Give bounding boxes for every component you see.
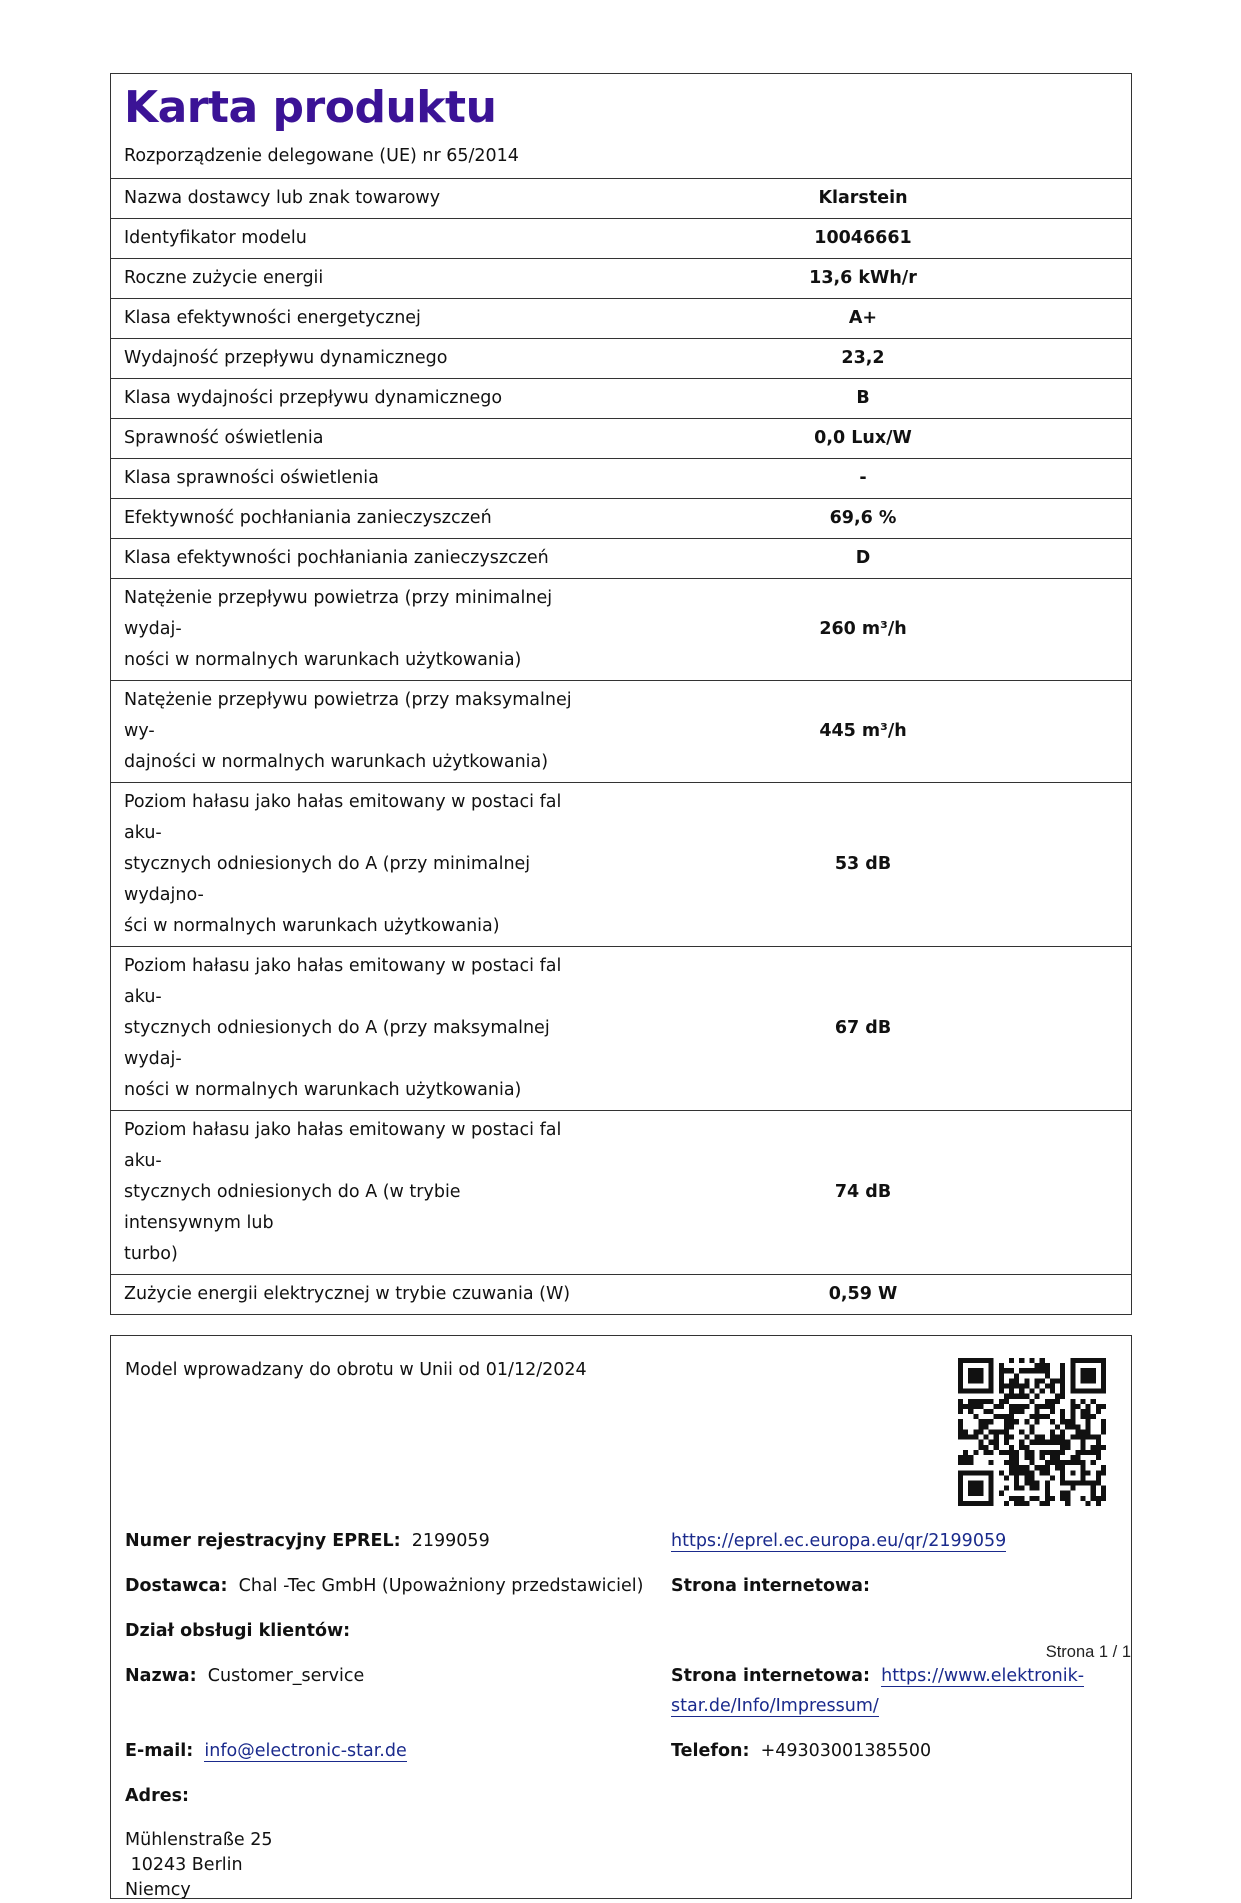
spec-label: Klasa wydajności przepływu dynamicznego xyxy=(111,379,595,419)
phone-value: +49303001385500 xyxy=(760,1741,932,1761)
page-number: Strona 1 / 1 xyxy=(1045,1643,1131,1661)
address-label: Adres: xyxy=(125,1786,189,1806)
market-date: Model wprowadzany do obrotu w Unii od 01/12/2024 xyxy=(125,1360,587,1380)
cs-website-link-2[interactable]: star.de/Info/Impressum/ xyxy=(671,1696,879,1716)
address-city: 10243 Berlin xyxy=(125,1855,243,1875)
spec-label: Natężenie przepływu powietrza (przy maksymalnej wy- dajności w normalnych warunkach użytkowania) xyxy=(111,681,595,783)
spec-label: Identyfikator modelu xyxy=(111,219,595,259)
spec-label: Zużycie energii elektrycznej w trybie czuwania (W) xyxy=(111,1275,595,1315)
spec-value: 13,6 kWh/r xyxy=(595,259,1131,299)
cs-name-label: Nazwa: xyxy=(125,1666,197,1686)
address-block xyxy=(125,1828,273,1903)
email-label: E-mail: xyxy=(125,1741,194,1761)
eprel-label: Numer rejestracyjny EPREL: xyxy=(125,1531,401,1551)
table-row xyxy=(111,179,1131,219)
spec-value: B xyxy=(595,379,1131,419)
spec-value: 445 m³/h xyxy=(595,681,1131,783)
supplier-row xyxy=(125,1574,643,1599)
qr-code[interactable] xyxy=(958,1358,1106,1506)
product-card xyxy=(110,73,1132,1315)
cs-website-label: Strona internetowa: xyxy=(671,1666,870,1686)
spec-label: Poziom hałasu jako hałas emitowany w postaci fal aku- stycznych odniesionych do A (przy maksymalnej wydaj- ności w normalnych warunkach użytkowania) xyxy=(111,947,595,1111)
address-street: Mühlenstraße 25 xyxy=(125,1830,273,1850)
table-row xyxy=(111,1275,1131,1315)
customer-service-label: Dział obsługi klientów: xyxy=(125,1621,351,1641)
table-row xyxy=(111,459,1131,499)
phone-label: Telefon: xyxy=(671,1741,750,1761)
supplier-name: Chal -Tec GmbH (Upoważniony przedstawiciel) xyxy=(238,1576,644,1596)
spec-value: A+ xyxy=(595,299,1131,339)
spec-table xyxy=(111,178,1131,1314)
spec-value: 260 m³/h xyxy=(595,579,1131,681)
spec-label: Roczne zużycie energii xyxy=(111,259,595,299)
cs-name-value: Customer_service xyxy=(207,1666,365,1686)
spec-label: Nazwa dostawcy lub znak towarowy xyxy=(111,179,595,219)
table-row xyxy=(111,947,1131,1111)
table-row xyxy=(111,783,1131,947)
spec-label: Poziom hałasu jako hałas emitowany w postaci fal aku- stycznych odniesionych do A (w trybie intensywnym lub turbo) xyxy=(111,1111,595,1275)
table-row xyxy=(111,379,1131,419)
spec-label: Wydajność przepływu dynamicznego xyxy=(111,339,595,379)
table-row xyxy=(111,339,1131,379)
spec-label: Sprawność oświetlenia xyxy=(111,419,595,459)
spec-value: Klarstein xyxy=(595,179,1131,219)
eprel-number: 2199059 xyxy=(411,1531,490,1551)
spec-label: Klasa sprawności oświetlenia xyxy=(111,459,595,499)
table-row xyxy=(111,499,1131,539)
spec-value: - xyxy=(595,459,1131,499)
supplier-website-label: Strona internetowa: xyxy=(671,1576,870,1596)
table-row xyxy=(111,299,1131,339)
eprel-link[interactable]: https://eprel.ec.europa.eu/qr/2199059 xyxy=(671,1531,1007,1551)
table-row xyxy=(111,219,1131,259)
table-row xyxy=(111,539,1131,579)
table-row xyxy=(111,1111,1131,1275)
page-title: Karta produktu xyxy=(124,82,497,133)
table-row xyxy=(111,681,1131,783)
spec-label: Poziom hałasu jako hałas emitowany w postaci fal aku- stycznych odniesionych do A (przy minimalnej wydajno- ści w normalnych warunkach użytkowania) xyxy=(111,783,595,947)
spec-value: 23,2 xyxy=(595,339,1131,379)
product-sheet xyxy=(110,73,1132,1899)
email-link[interactable]: info@electronic-star.de xyxy=(204,1741,407,1761)
spec-value: D xyxy=(595,539,1131,579)
table-row xyxy=(111,259,1131,299)
spec-value: 69,6 % xyxy=(595,499,1131,539)
cs-name-row xyxy=(125,1664,364,1689)
email-row xyxy=(125,1739,407,1764)
table-row xyxy=(111,579,1131,681)
spec-label: Klasa efektywności energetycznej xyxy=(111,299,595,339)
cs-website-row xyxy=(671,1664,1084,1689)
cs-website-link-1[interactable]: https://www.elektronik- xyxy=(881,1666,1085,1686)
supplier-label: Dostawca: xyxy=(125,1576,228,1596)
regulation-subtitle: Rozporządzenie delegowane (UE) nr 65/2014 xyxy=(124,146,519,166)
spec-value: 10046661 xyxy=(595,219,1131,259)
spec-label: Klasa efektywności pochłaniania zanieczyszczeń xyxy=(111,539,595,579)
spec-value: 0,0 Lux/W xyxy=(595,419,1131,459)
spec-value: 0,59 W xyxy=(595,1275,1131,1315)
spec-label: Natężenie przepływu powietrza (przy minimalnej wydaj- ności w normalnych warunkach użytkowania) xyxy=(111,579,595,681)
info-card xyxy=(110,1335,1132,1899)
spec-label: Efektywność pochłaniania zanieczyszczeń xyxy=(111,499,595,539)
phone-row xyxy=(671,1739,931,1764)
spec-value: 53 dB xyxy=(595,783,1131,947)
address-country: Niemcy xyxy=(125,1880,191,1900)
spec-value: 74 dB xyxy=(595,1111,1131,1275)
spec-value: 67 dB xyxy=(595,947,1131,1111)
eprel-row xyxy=(125,1529,490,1554)
table-row xyxy=(111,419,1131,459)
